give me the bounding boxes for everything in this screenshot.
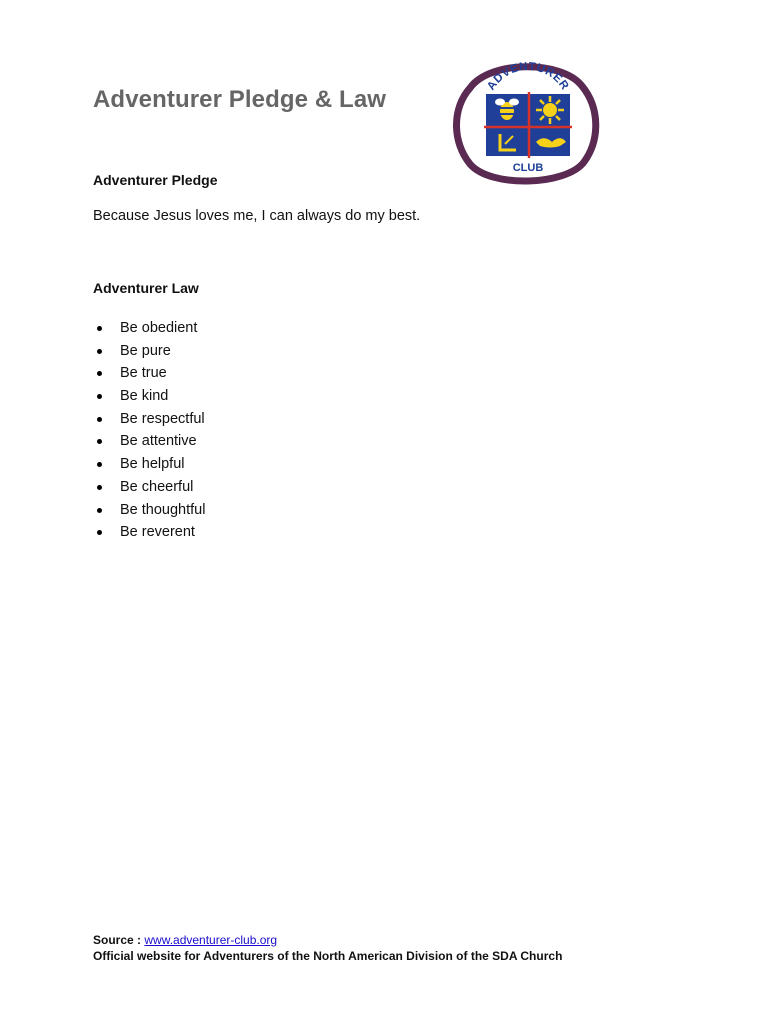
pledge-heading: Adventurer Pledge (93, 172, 218, 188)
law-item-text: Be obedient (120, 320, 198, 336)
logo-shield-emblem (484, 92, 572, 158)
list-item (93, 456, 205, 479)
bullet-icon (97, 462, 102, 467)
list-item (93, 479, 205, 502)
law-item-text: Be cheerful (120, 478, 194, 495)
bullet-icon (97, 485, 102, 490)
page-title: Adventurer Pledge & Law (93, 86, 387, 113)
law-list (93, 320, 205, 547)
logo-bottom-text: CLUB (512, 162, 544, 174)
bullet-icon (97, 394, 102, 399)
law-item-text: Be pure (120, 342, 171, 359)
bullet-icon (97, 349, 102, 354)
law-item-text: Be kind (120, 388, 169, 405)
bullet-icon (97, 417, 102, 422)
bullet-icon (97, 371, 102, 376)
list-item (93, 411, 205, 434)
list-item (93, 343, 205, 366)
law-item-text: Be true (120, 365, 167, 382)
bullet-icon (97, 439, 102, 444)
footer-description: Official website for Adventurers of the North American Division of the SDA Church (93, 949, 563, 963)
list-item (93, 320, 205, 343)
list-item (93, 524, 205, 547)
source-line (93, 932, 562, 948)
law-item-text: Be reverent (120, 524, 195, 541)
adventurer-club-logo (450, 58, 602, 190)
law-item-text: Be attentive (120, 433, 197, 450)
bullet-icon (97, 530, 102, 535)
law-item-text: Be helpful (120, 456, 185, 473)
list-item (93, 502, 205, 525)
logo-top-text: ADVENTURER (485, 60, 571, 93)
bullet-icon (97, 326, 102, 331)
law-item-text: Be thoughtful (120, 501, 206, 518)
source-link[interactable]: www.adventurer-club.org (144, 933, 278, 947)
source-label: Source : (93, 933, 145, 947)
list-item (93, 365, 205, 388)
law-heading: Adventurer Law (93, 280, 199, 296)
bullet-icon (97, 508, 102, 513)
footer (93, 932, 562, 964)
list-item (93, 433, 205, 456)
sun-icon (536, 96, 564, 124)
law-item-text: Be respectful (120, 410, 205, 427)
list-item (93, 388, 205, 411)
pledge-text: Because Jesus loves me, I can always do my best. (93, 208, 421, 224)
